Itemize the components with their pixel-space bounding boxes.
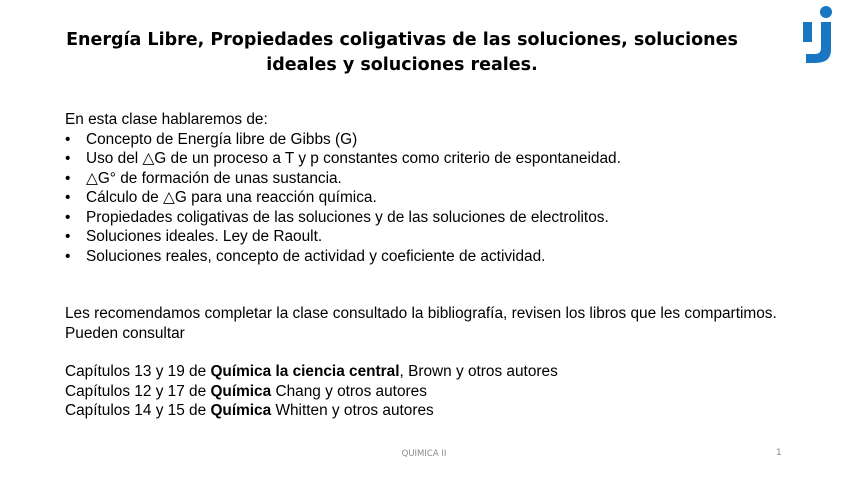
topic-item (65, 149, 785, 169)
bullet-icon: • (65, 208, 71, 226)
topic-text: Uso del △G de un proceso a T y p constantes como criterio de espontaneidad. (86, 150, 621, 167)
book-title: Química (210, 402, 272, 419)
chapter-reference (65, 382, 785, 402)
topic-text: Cálculo de △G para una reacción química. (86, 189, 377, 206)
topic-text: Propiedades coligativas de las soluciones y de las soluciones de electrolitos. (86, 208, 609, 226)
chapter-prefix: Capítulos 14 y 15 de (65, 402, 211, 419)
bullet-icon: • (65, 247, 71, 265)
chapter-prefix: Capítulos 12 y 17 de (65, 382, 211, 400)
chapter-prefix: Capítulos 13 y 19 de (65, 363, 211, 380)
chapter-suffix: Chang y otros autores (271, 382, 427, 400)
logo-left-bar (803, 22, 812, 42)
chapter-suffix: Whitten y otros autores (271, 402, 434, 419)
intro-text: En esta clase hablaremos de: (65, 111, 268, 128)
chapters-list (65, 362, 785, 421)
topic-text: Soluciones ideales. Ley de Raoult. (86, 228, 323, 245)
topic-item (65, 247, 785, 267)
topic-item (65, 227, 785, 247)
footer-label: QUIMICA II (401, 449, 447, 459)
slide-body (65, 110, 785, 421)
topic-item (65, 130, 785, 150)
university-logo-icon (803, 5, 839, 65)
bullet-icon: • (65, 228, 71, 245)
chapter-reference (65, 401, 785, 421)
chapter-reference (65, 362, 785, 382)
bullet-icon: • (65, 130, 71, 148)
page-number: 1 (776, 448, 782, 458)
bullet-icon: • (65, 189, 71, 206)
recommendation-text: Les recomendamos completar la clase consultado la bibliografía, revisen los libros que les compartimos. Pueden consultar (65, 305, 777, 342)
book-title: Química la ciencia central (210, 363, 400, 380)
slide-title: Energía Libre, Propiedades coligativas de las soluciones, soluciones ideales y soluciones reales. (66, 30, 738, 75)
bullet-icon: • (65, 169, 71, 187)
topic-text: Soluciones reales, concepto de actividad y coeficiente de actividad. (86, 247, 546, 265)
topic-item (65, 188, 785, 208)
topics-list (65, 130, 785, 267)
bullet-icon: • (65, 150, 71, 167)
book-title: Química (210, 382, 272, 400)
topic-text: △G° de formación de unas sustancia. (86, 169, 342, 187)
topic-item (65, 208, 785, 228)
logo-graphic (803, 5, 839, 65)
topic-text: Concepto de Energía libre de Gibbs (G) (86, 130, 358, 148)
chapter-suffix: , Brown y otros autores (399, 363, 558, 380)
logo-dot (820, 6, 832, 18)
topic-item (65, 169, 785, 189)
